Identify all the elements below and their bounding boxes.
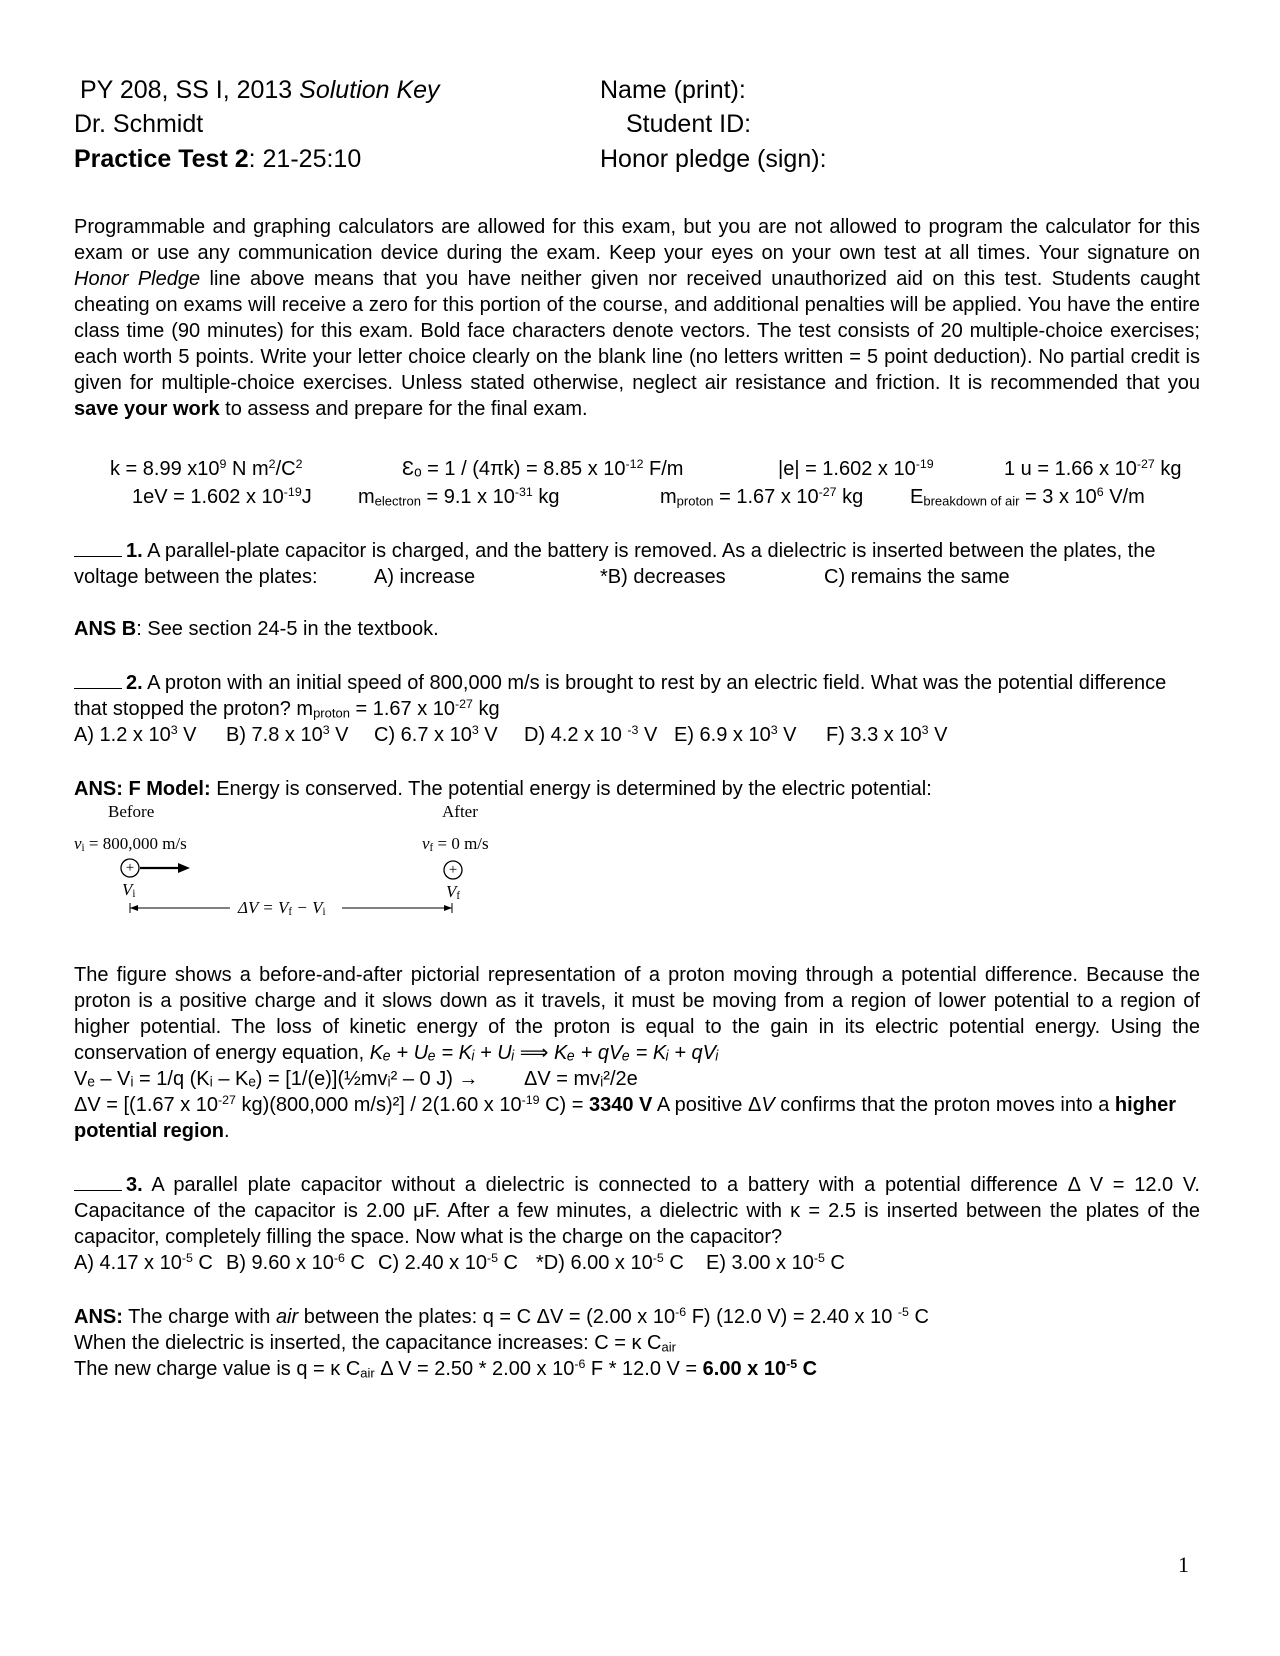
q2-explanation <box>74 962 1200 1066</box>
proton-after-plus: + <box>448 862 458 878</box>
q3-choice-c: C) 2.40 x $10^{-5}$ C <box>378 1251 518 1274</box>
q1-text: A parallel-plate capacitor is charged, and the battery is removed. As a dielectric is inserted between the plates, the <box>142 540 1156 562</box>
q2-choice-f: F) 3.3 x $10^3$ V <box>826 723 948 746</box>
figure-delta-v-label: $\Delta V = V_f - V_i$ <box>238 898 326 919</box>
constant-e-breakdown: $E_{breakdown of air} = 3$ x $10^6$ V/m <box>910 485 1145 509</box>
instructions-paragraph <box>74 214 1200 422</box>
q2-answer-label: ANS: F Model: <box>74 778 211 800</box>
instructor: Dr. Schmidt <box>74 110 204 138</box>
q1-choice-b: *B) decreases <box>600 566 726 588</box>
q1-choice-a: A) increase <box>374 566 476 588</box>
q3-choice-e: E) 3.00 x $10^{-5}$ C <box>706 1251 845 1274</box>
q1-answer-blank[interactable] <box>74 538 122 557</box>
constant-ev: 1eV = 1.602 x $10^{-19}J$ <box>132 485 312 508</box>
q3-question <box>74 1172 1200 1250</box>
q3-choice-d: *D) 6.00 x $10^{-5}$ C <box>536 1251 684 1274</box>
q2-choice-b: B) 7.8 x $10^3$ V <box>226 723 349 746</box>
velocity-arrow-head-icon <box>178 863 190 873</box>
q2-answer <box>74 776 932 802</box>
q2-explanation-text: The figure shows a before-and-after pictorial representation of a proton moving through a potential difference. Because the proton is a positive charge and it slows down as it travels, it must be moving from a region of lower potential to a region of higher potential. The loss of kinetic energy of the proton is equal to the gain in its electric potential energy. Using the conservation of energy equation, <box>74 964 1200 1064</box>
q3-answer-line3: The new charge value is q = κ $C_{air}$ Δ V = 2.50 * 2.00 x $10^{-6}$ F * 12.0 V = 6.00 x $10^{-5}$ C <box>74 1357 818 1381</box>
proton-before-plus: + <box>125 860 135 876</box>
q2-conclusion: potential region. <box>74 1120 230 1142</box>
constant-m-proton: $m_{proton} = 1.67$ x $10^{-27}$ kg <box>660 485 864 509</box>
q2-choice-d: D) 4.2 x 10 $^{-3}$ V <box>524 723 658 746</box>
q1-number: 1. <box>126 540 143 562</box>
q2-answer-text: Energy is conserved. The potential energy is determined by the electric potential: <box>210 778 932 800</box>
figure-Vf-label: $V_f$ <box>446 882 461 903</box>
q2-energy-equation: Kₑ + Uₑ = Kᵢ + Uᵢ ⟹ Kₑ + qVₑ = Kᵢ + qVᵢ <box>369 1042 719 1064</box>
q3-answer-line2: When the dielectric is inserted, the capacitance increases: C = κ $C_{air}$ <box>74 1332 676 1355</box>
q3-answer-label: ANS: <box>74 1306 123 1328</box>
q2-line1 <box>74 670 1166 696</box>
q3-choice-a: A) 4.17 x $10^{-5}$ C <box>74 1251 213 1274</box>
q2-number: 2. <box>126 672 143 694</box>
figure-after-label: After <box>442 802 478 821</box>
student-id-label: Student ID: <box>626 110 752 138</box>
instructions-honor-pledge: Honor Pledge <box>74 268 201 290</box>
q1-answer-text: : See section 24-5 in the textbook. <box>136 618 439 640</box>
figure-Vi-label: $V_i$ <box>122 880 136 901</box>
instructions-text-1: Programmable and graphing calculators are allowed for this exam, but you are not allowed to program the calculator for this exam or use any communication device during the exam. Keep your eyes on your own test at all times. Your signature on <box>74 216 1200 264</box>
constant-u: 1 u = 1.66 x $10^{-27}$ kg <box>1004 457 1182 480</box>
name-label: Name (print): <box>600 76 746 104</box>
q1-line2: voltage between the plates: <box>74 566 318 588</box>
q2-choice-a: A) 1.2 x $10^3$ V <box>74 723 197 746</box>
q1-answer-label: ANS B <box>74 618 137 640</box>
figure-vi-label: $v_i = 800,000$ m/s <box>74 834 187 855</box>
figure-before-label: Before <box>108 802 155 821</box>
before-after-figure <box>60 800 520 940</box>
q1-choice-c: C) remains the same <box>824 566 1010 588</box>
test-range: : 21-25:10 <box>248 145 362 173</box>
instructions-save-work: save your work <box>74 398 220 420</box>
test-title: Practice Test 2 <box>74 145 249 173</box>
q3-number: 3. <box>126 1174 143 1196</box>
q2-derivation: Vₑ – Vᵢ = 1/q (Kᵢ – Kₑ) = [1/(e)](½mvᵢ² – 0 J) → <box>74 1068 479 1090</box>
q2-calculation: ΔV = [(1.67 x $10^{-27}$ kg)(800,000 m/s)²] / 2(1.60 x $10^{-19}$ C) = 3340 V A positive ΔV confirms that the proton moves into a higher <box>74 1093 1176 1116</box>
instructions-text-3: to assess and prepare for the final exam. <box>219 398 588 420</box>
q3-choice-b: B) 9.60 x $10^{-6}$ C <box>226 1251 365 1274</box>
q2-choice-c: C) 6.7 x $10^3$ V <box>374 723 498 746</box>
q2-line2: that stopped the proton? $m_{proton} = 1.67$ x $10^{-27}$ kg <box>74 697 500 721</box>
q2-answer-blank[interactable] <box>74 670 122 689</box>
honor-pledge-label: Honor pledge (sign): <box>600 145 827 173</box>
q2-text: A proton with an initial speed of 800,000 m/s is brought to rest by an electric field. What was the potential difference <box>142 672 1167 694</box>
q2-derivation-result: ΔV = mvᵢ²/2e <box>524 1068 638 1090</box>
delta-v-arrow-left-icon <box>130 905 138 911</box>
constant-epsilon: Ɛₒ = 1 / (4πk) = 8.85 x $10^{-12}$ F/m <box>402 457 684 480</box>
q1-answer <box>74 616 439 642</box>
q3-answer-line1: ANS: The charge with air between the plates: q = C ΔV = (2.00 x $10^{-6}$ F) (12.0 V) = 2.40 x 10 $^{-5}$ C <box>74 1305 929 1328</box>
q2-choice-e: E) 6.9 x $10^3$ V <box>674 723 797 746</box>
constant-e: |e| = 1.602 x $10^{-19}$ <box>778 457 934 480</box>
course-title: PY 208, SS I, 2013 <box>80 76 293 104</box>
q3-text: A parallel plate capacitor without a dielectric is connected to a battery with a potential difference Δ V = 12.0 V. Capacitance of the capacitor is 2.00 μF. After a few minutes, a dielectric with κ = 2.5 is inserted between the plates of the capacitor, completely filling the space. Now what is the charge on the capacitor? <box>74 1174 1200 1248</box>
constant-k: k = 8.99 $x10^9$ N $m^2/C^2$ <box>110 457 303 480</box>
constant-m-electron: $m_{electron} = 9.1$ x $10^{-31}$ kg <box>358 485 560 509</box>
page-number: 1 <box>1178 1552 1189 1577</box>
q1-line1 <box>74 538 1155 564</box>
instructions-text-2: line above means that you have neither given nor received unauthorized aid on this test. Students caught cheating on exams will receive a zero for this portion of the course, and additional penalties will be applied. You have the entire class time (90 minutes) for this exam. Bold face characters denote vectors. The test consists of 20 multiple-choice exercises; each worth 5 points. Write your letter choice clearly on the blank line (no letters written = 5 point deduction). No partial credit is given for multiple-choice exercises. Unless stated otherwise, neglect air resistance and friction. It is recommended that you <box>74 268 1200 394</box>
course-line <box>80 72 440 108</box>
solution-key-label: Solution Key <box>299 76 440 104</box>
test-title-line <box>74 141 361 177</box>
delta-v-arrow-right-icon <box>444 905 452 911</box>
q3-answer-blank[interactable] <box>74 1172 122 1191</box>
figure-vf-label: $v_f = 0$ m/s <box>422 834 489 855</box>
